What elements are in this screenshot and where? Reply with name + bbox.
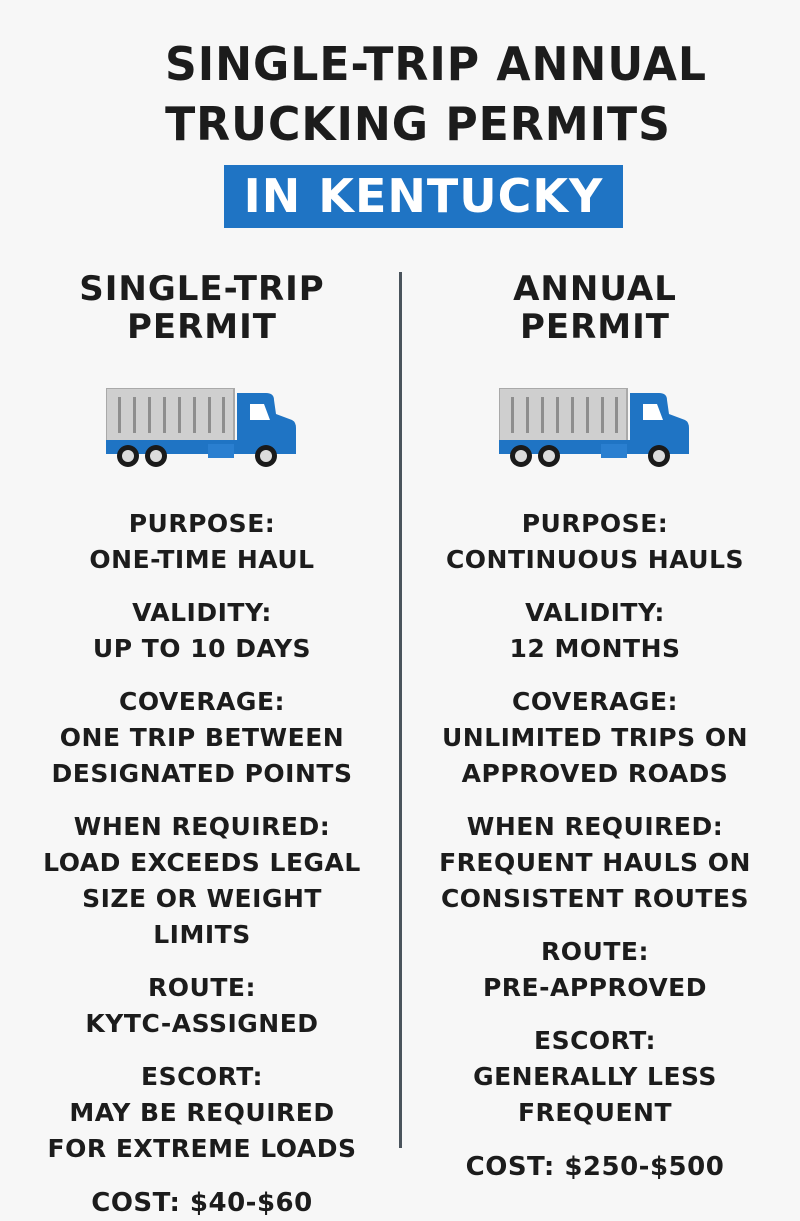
single-trip-coverage	[32, 684, 372, 792]
when-required-value-line2: SIZE OR WEIGHT LIMITS	[82, 884, 322, 949]
truck-icon	[499, 388, 691, 468]
annual-escort	[420, 1023, 770, 1131]
single-trip-escort	[32, 1059, 372, 1167]
title-line-2: TRUCKING PERMITS	[165, 97, 671, 151]
annual-coverage	[420, 684, 770, 792]
single-trip-cost: COST: $40-$60	[91, 1188, 313, 1218]
single-trip-heading-line2: PERMIT	[126, 307, 277, 347]
single-trip-column	[32, 270, 372, 1221]
annual-validity	[420, 595, 770, 667]
validity-value: UP TO 10 DAYS	[92, 634, 312, 663]
annual-heading-line1: ANNUAL	[513, 269, 677, 309]
escort-label: ESCORT:	[141, 1062, 263, 1091]
annual-route	[420, 934, 770, 1006]
escort-value-line2: FOR EXTREME LOADS	[47, 1134, 357, 1163]
annual-purpose	[420, 506, 770, 578]
when-required-label: WHEN REQUIRED:	[73, 812, 331, 841]
purpose-label: PURPOSE:	[521, 509, 669, 538]
route-value: PRE-APPROVED	[482, 973, 708, 1002]
escort-label: ESCORT:	[534, 1026, 656, 1055]
when-required-value-line1: FREQUENT HAULS ON	[439, 848, 751, 877]
when-required-value-line1: LOAD EXCEEDS LEGAL	[43, 848, 361, 877]
coverage-value-line2: APPROVED ROADS	[461, 759, 729, 788]
coverage-value-line1: UNLIMITED TRIPS ON	[441, 723, 749, 752]
validity-value: 12 MONTHS	[509, 634, 681, 663]
annual-when-required	[420, 809, 770, 917]
annual-column	[420, 270, 770, 1185]
purpose-label: PURPOSE:	[128, 509, 276, 538]
route-label: ROUTE:	[541, 937, 649, 966]
validity-label: VALIDITY:	[132, 598, 272, 627]
annual-heading-line2: PERMIT	[519, 307, 670, 347]
state-badge: IN KENTUCKY	[224, 165, 623, 228]
escort-value-line1: GENERALLY LESS	[473, 1062, 717, 1091]
coverage-value-line1: ONE TRIP BETWEEN	[59, 723, 345, 752]
when-required-value-line2: CONSISTENT ROUTES	[440, 884, 750, 913]
coverage-label: COVERAGE:	[511, 687, 679, 716]
purpose-value: ONE-TIME HAUL	[89, 545, 315, 574]
single-trip-when-required	[32, 809, 372, 953]
when-required-label: WHEN REQUIRED:	[466, 812, 724, 841]
escort-value-line2: FREQUENT	[517, 1098, 672, 1127]
route-label: ROUTE:	[148, 973, 256, 1002]
route-value: KYTC-ASSIGNED	[85, 1009, 319, 1038]
validity-label: VALIDITY:	[525, 598, 665, 627]
truck-icon	[106, 388, 298, 468]
coverage-label: COVERAGE:	[118, 687, 286, 716]
single-trip-purpose	[32, 506, 372, 578]
column-divider	[399, 272, 402, 1148]
single-trip-validity	[32, 595, 372, 667]
single-trip-route	[32, 970, 372, 1042]
title-line-1: SINGLE-TRIP ANNUAL	[164, 37, 708, 91]
annual-cost: COST: $250-$500	[465, 1152, 725, 1182]
single-trip-heading-line1: SINGLE-TRIP	[79, 269, 325, 309]
escort-value-line1: MAY BE REQUIRED	[69, 1098, 335, 1127]
purpose-value: CONTINUOUS HAULS	[445, 545, 745, 574]
coverage-value-line2: DESIGNATED POINTS	[51, 759, 353, 788]
